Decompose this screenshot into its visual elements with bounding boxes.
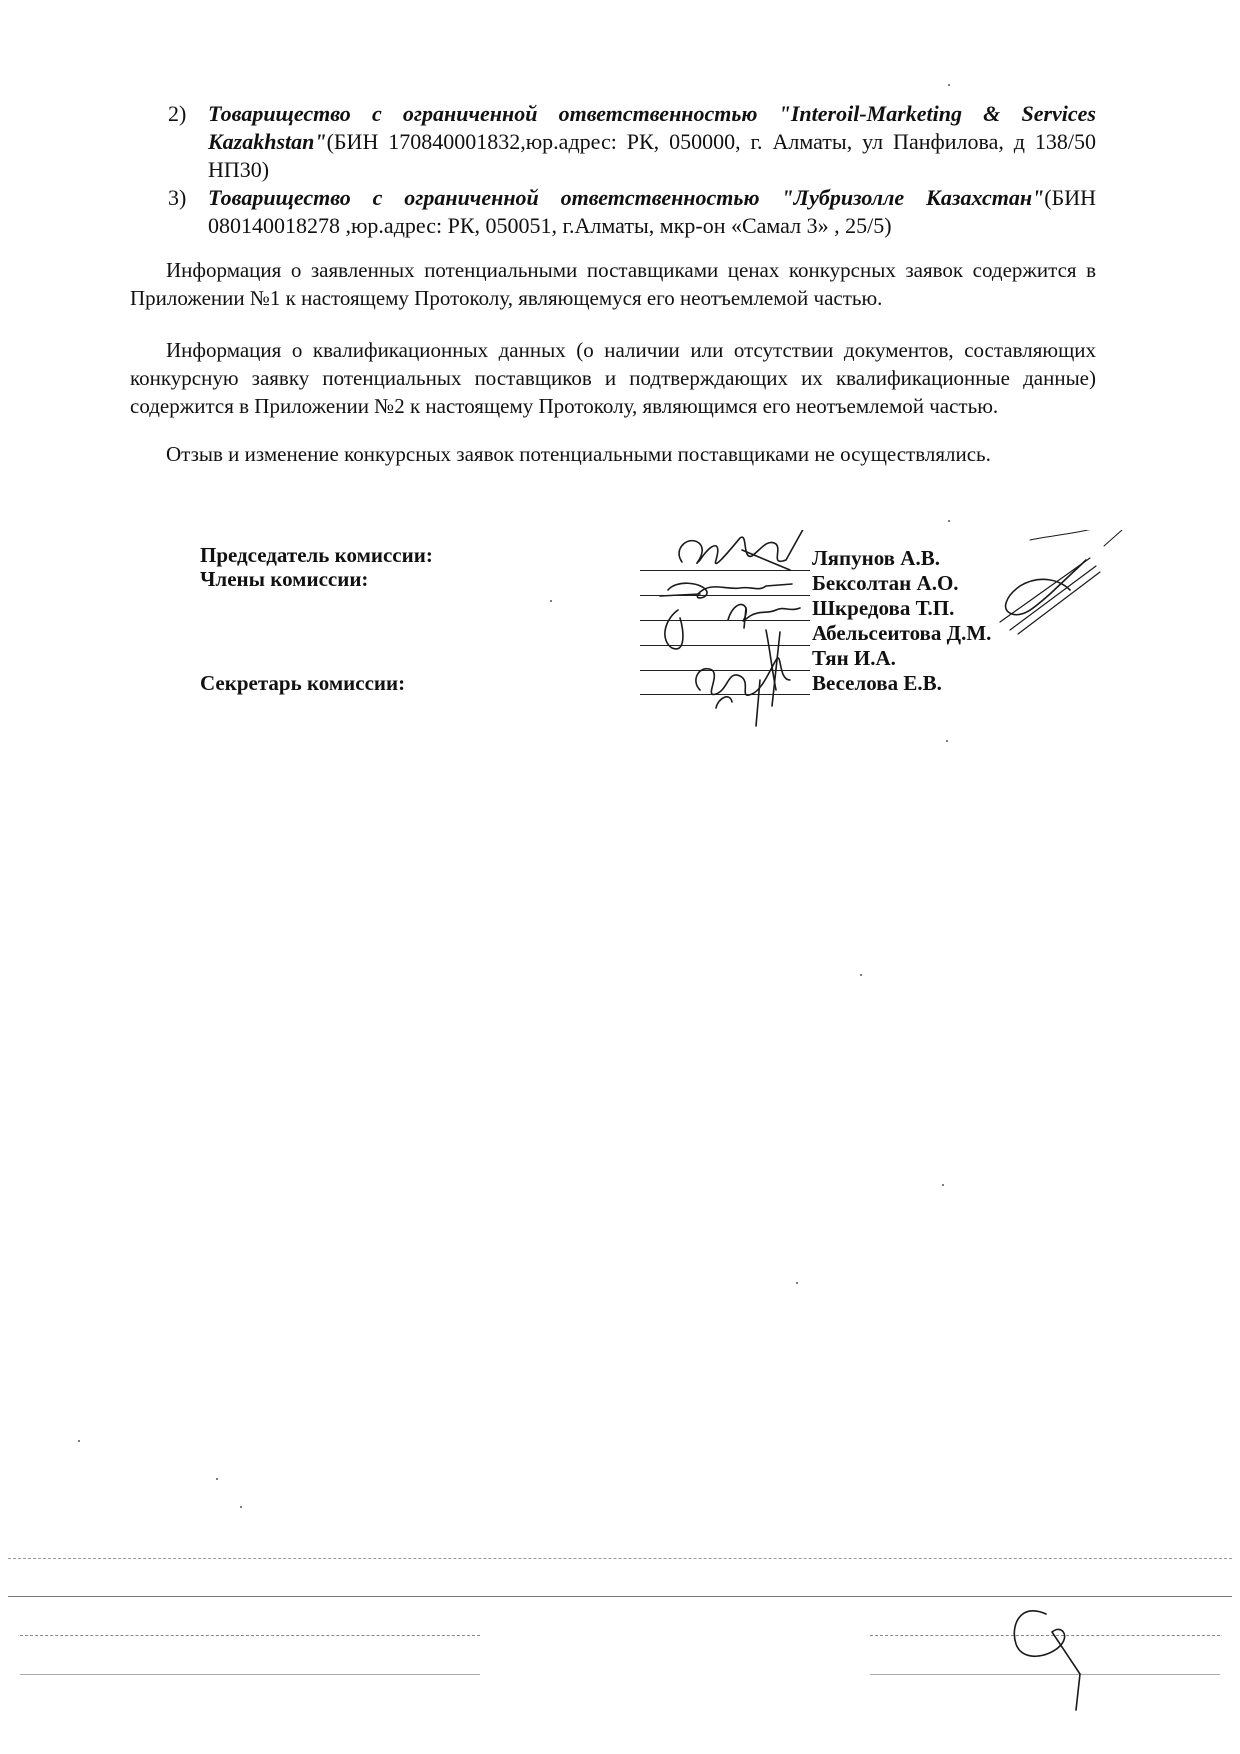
withdrawal-paragraph: Отзыв и изменение конкурсных заявок потенциальными поставщиками не осуществлялись. <box>166 442 991 466</box>
signer-name: Ляпунов А.В. <box>812 546 940 570</box>
organization-details: (БИН 170840001832,юр.адрес: РК, 050000, г. Алматы, ул Панфилова, д 138/50 НП30) <box>208 129 1096 182</box>
page-footer-artifacts <box>0 1540 1240 1754</box>
scan-speck <box>550 600 552 602</box>
signature-block <box>0 530 1240 760</box>
signer-name: Абельсеитова Д.М. <box>812 621 992 645</box>
scan-speck <box>216 1478 218 1480</box>
organization-details: (БИН 080140018278 ,юр.адрес: РК, 050051, г.Алматы, мкр-он «Самал 3» , 25/5) <box>208 185 1096 238</box>
list-item-text <box>208 184 1096 240</box>
scan-speck <box>240 1506 242 1508</box>
members-role-label: Члены комиссии: <box>200 567 369 591</box>
secretary-role-label: Секретарь комиссии: <box>200 671 406 695</box>
scan-speck <box>796 1282 798 1284</box>
signer-name: Бексолтан А.О. <box>812 571 959 595</box>
signer-name: Тян И.А. <box>812 646 896 670</box>
handwritten-signatures <box>0 530 1240 760</box>
scan-speck <box>860 974 862 976</box>
signer-name: Веселова Е.В. <box>812 671 942 695</box>
scan-speck <box>948 520 950 522</box>
scan-speck <box>78 1440 80 1442</box>
footer-initials-mark <box>0 1540 1240 1754</box>
scan-speck <box>942 1184 944 1186</box>
chair-role-label: Председатель комиссии: <box>200 543 433 567</box>
scan-speck <box>948 84 950 86</box>
list-item-text <box>208 100 1096 184</box>
list-item-number: 3) <box>168 185 187 210</box>
signer-name: Шкредова Т.П. <box>812 596 955 620</box>
organization-name: Товарищество с ограниченной ответственностью "Лубризолле Казахстан" <box>208 185 1045 210</box>
scan-speck <box>946 740 948 742</box>
organization-name: Товарищество с ограниченной ответственностью "Interoil-Marketing & Services Kazakhstan" <box>208 101 1096 154</box>
prices-paragraph: Информация о заявленных потенциальными поставщиками ценах конкурсных заявок содержится в Приложении №1 к настоящему Протоколу, являющемуся его неотъемлемой частью. <box>130 258 1096 310</box>
qualification-paragraph: Информация о квалификационных данных (о наличии или отсутствии документов, составляющих конкурсную заявку потенциальных поставщиков и подтверждающих их квалификационные данные) содержится в Приложении №2 к настоящему Протоколу, являющимся его неотъемлемой частью. <box>130 338 1096 418</box>
list-item-number: 2) <box>168 101 187 126</box>
